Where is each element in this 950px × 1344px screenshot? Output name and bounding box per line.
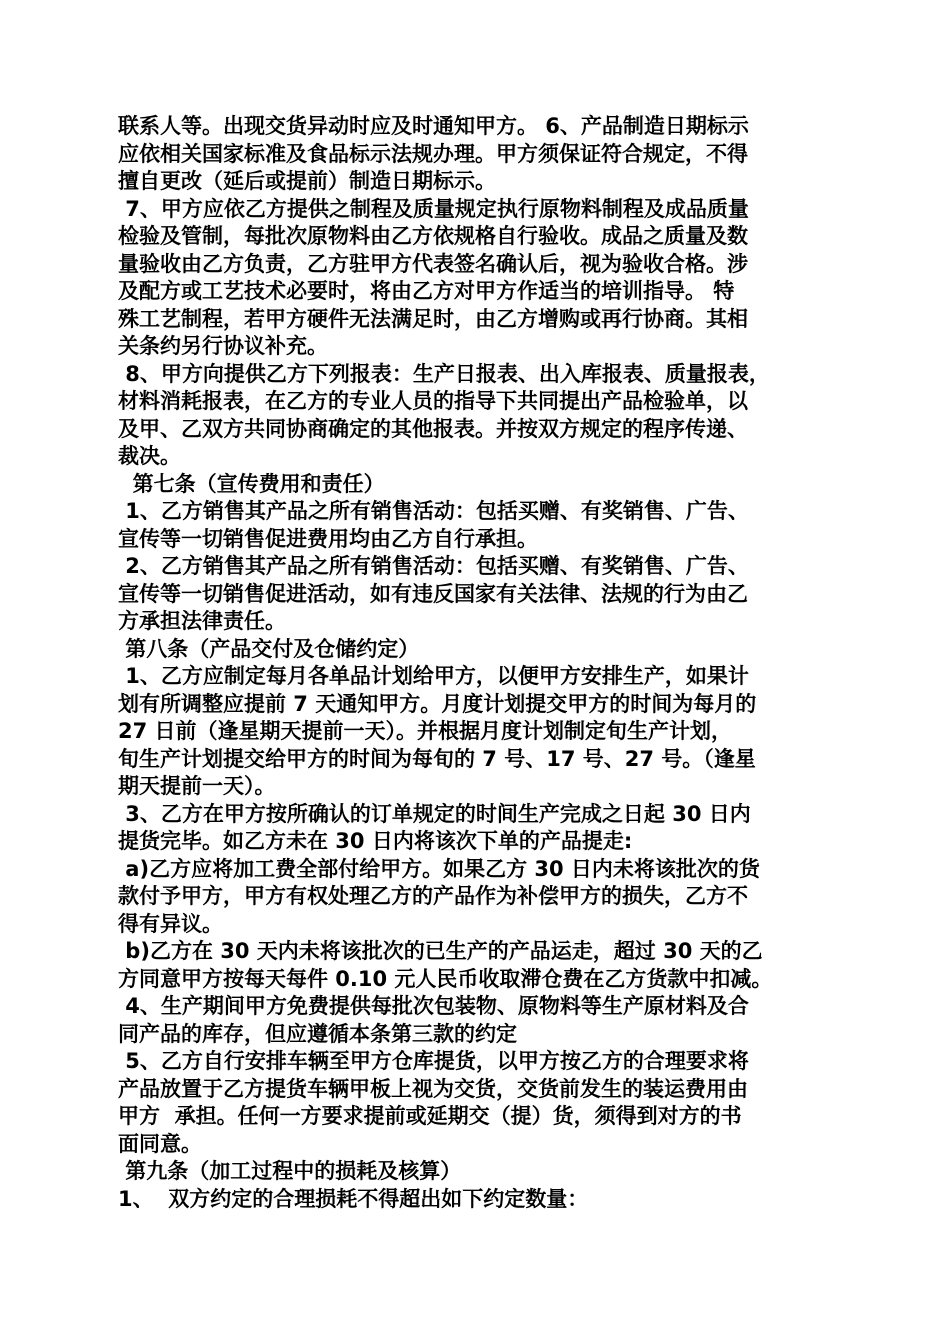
text-line: 量验收由乙方负责，乙方驻甲方代表签名确认后，视为验收合格。涉	[118, 251, 748, 276]
text-line: 7、甲方应依乙方提供之制程及质量规定执行原物料制程及成品质量	[118, 196, 749, 221]
text-line: 同产品的库存，但应遵循本条第三款的约定	[118, 1021, 517, 1046]
text-line: 面同意。	[118, 1131, 202, 1156]
text-line: a)乙方应将加工费全部付给甲方。如果乙方 30 日内未将该批次的货	[118, 856, 760, 881]
text-line: 3、乙方在甲方按所确认的订单规定的时间生产完成之日起 30 日内	[118, 801, 751, 826]
text-line: 及配方或工艺技术必要时，将由乙方对甲方作适当的培训指导。 特	[118, 279, 735, 303]
text-line: 材料消耗报表，在乙方的专业人员的指导下共同提出产品检验单，以	[118, 389, 748, 413]
text-line: 擅自更改（延后或提前）制造日期标示。	[118, 169, 496, 193]
text-line: 裁决。	[118, 444, 181, 468]
text-line: 及甲、乙双方共同协商确定的其他报表。并按双方规定的程序传递、	[118, 416, 748, 441]
text-line: 款付予甲方，甲方有权处理乙方的产品作为补偿甲方的损失，乙方不	[118, 884, 748, 908]
text-line: b)乙方在 30 天内未将该批次的已生产的产品运走，超过 30 天的乙	[118, 939, 763, 963]
text-line: 殊工艺制程，若甲方硬件无法满足时，由乙方增购或再行协商。其相	[118, 306, 748, 331]
text-line: 应依相关国家标准及食品标示法规办理。甲方须保证符合规定，不得	[118, 141, 748, 166]
document-body	[118, 113, 840, 1213]
text-line: 检验及管制，每批次原物料由乙方依规格自行验收。成品之质量及数	[118, 224, 748, 248]
text-line: 4、生产期间甲方免费提供每批次包装物、原物料等生产原材料及合	[118, 994, 749, 1018]
text-line: 27 日前（逢星期天提前一天）。并根据月度计划制定旬生产计划，	[118, 719, 733, 743]
text-line: 产品放置于乙方提货车辆甲板上视为交货，交货前发生的装运费用由	[118, 1076, 748, 1101]
text-line: 2、乙方销售其产品之所有销售活动：包括买赠、有奖销售、广告、	[118, 554, 749, 578]
text-line: 宣传等一切销售促进费用均由乙方自行承担。	[118, 526, 538, 551]
text-line: 提货完毕。如乙方未在 30 日内将该次下单的产品提走:	[118, 829, 633, 853]
text-line: 1、 双方约定的合理损耗不得超出如下约定数量：	[118, 1186, 589, 1211]
text-line: 旬生产计划提交给甲方的时间为每旬的 7 号、17 号、27 号。（逢星	[118, 746, 756, 771]
text-line: 1、乙方应制定每月各单品计划给甲方，以便甲方安排生产，如果计	[118, 664, 749, 688]
text-line: 期天提前一天）。	[118, 774, 276, 798]
text-line: 8、甲方向提供乙方下列报表：生产日报表、出入库报表、质量报表，	[118, 361, 770, 386]
section-heading: 第八条（产品交付及仓储约定）	[118, 636, 420, 661]
text-line: 联系人等。出现交货异动时应及时通知甲方。 6、产品制造日期标示	[118, 114, 749, 138]
text-line: 方承担法律责任。	[118, 609, 286, 633]
text-line: 宣传等一切销售促进活动，如有违反国家有关法律、法规的行为由乙	[118, 581, 748, 606]
text-line: 甲方 承担。任何一方要求提前或延期交（提）货，须得到对方的书	[118, 1104, 742, 1128]
text-line: 5、乙方自行安排车辆至甲方仓库提货，以甲方按乙方的合理要求将	[118, 1049, 749, 1073]
text-line: 得有异议。	[118, 911, 223, 936]
text-line: 划有所调整应提前 7 天通知甲方。月度计划提交甲方的时间为每月的	[118, 691, 757, 716]
text-line: 1、乙方销售其产品之所有销售活动：包括买赠、有奖销售、广告、	[118, 499, 749, 523]
section-heading: 第七条（宣传费用和责任）	[118, 471, 385, 496]
section-heading: 第九条（加工过程中的损耗及核算）	[118, 1159, 462, 1183]
text-line: 方同意甲方按每天每件 0.10 元人民币收取滞仓费在乙方货款中扣减。	[118, 966, 773, 991]
text-line: 关条约另行协议补充。	[118, 334, 328, 358]
